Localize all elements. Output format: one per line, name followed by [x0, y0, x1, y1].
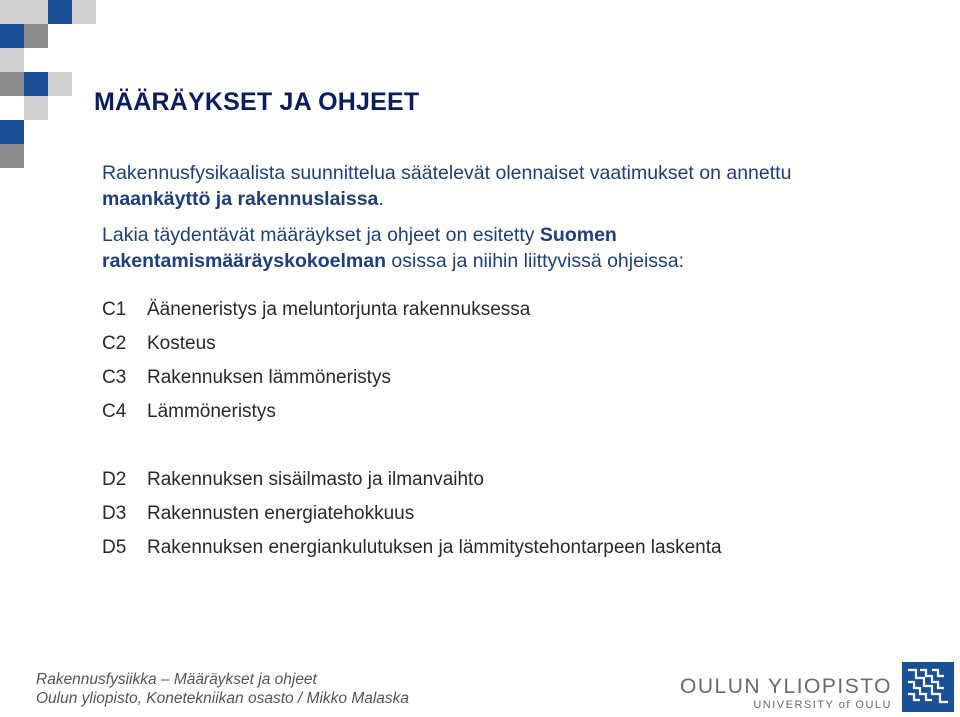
regulation-code: C1 — [102, 299, 127, 320]
slide-title: MÄÄRÄYKSET JA OHJEET — [94, 88, 420, 116]
corner-square — [72, 0, 96, 24]
list-item — [102, 400, 276, 424]
regulations-text-end: osissa ja niihin liittyvissä ohjeissa: — [386, 250, 685, 272]
list-item — [102, 298, 530, 322]
list-item — [102, 536, 722, 560]
intro-text: Rakennusfysikaalista suunnittelua säätelevät olennaiset vaatimukset on annettu — [102, 162, 792, 184]
regulation-label: Rakennuksen lämmöneristys — [147, 367, 391, 388]
list-item — [102, 502, 414, 526]
regulation-code: C3 — [102, 367, 127, 388]
corner-square — [0, 48, 24, 72]
regulation-label: Rakennuksen energiankulutuksen ja lämmitystehontarpeen laskenta — [147, 537, 722, 558]
university-logo-icon — [902, 662, 954, 712]
corner-square — [48, 0, 72, 24]
regulations-paragraph — [102, 222, 902, 274]
regulation-label: Rakennuksen sisäilmasto ja ilmanvaihto — [147, 469, 484, 490]
intro-law-name: maankäyttö ja rakennuslaissa — [102, 188, 379, 210]
corner-square — [0, 24, 24, 48]
intro-paragraph — [102, 160, 902, 212]
regulation-code: D2 — [102, 469, 127, 490]
footer-author: Oulun yliopisto, Konetekniikan osasto / Mikko Malaska — [36, 690, 410, 707]
corner-square — [0, 72, 24, 96]
regulation-label: Kosteus — [147, 333, 216, 354]
regulation-code: D3 — [102, 503, 127, 524]
intro-period: . — [378, 188, 384, 210]
corner-square — [0, 0, 24, 24]
list-item — [102, 468, 484, 492]
university-logo-subtext: UNIVERSITY of OULU — [753, 699, 892, 711]
footer-course-title: Rakennusfysiikka – Määräykset ja ohjeet — [36, 671, 317, 688]
regulation-code: C2 — [102, 333, 127, 354]
university-logo-text: OULUN YLIOPISTO — [680, 675, 892, 698]
regulation-label: Ääneneristys ja meluntorjunta rakennuksessa — [147, 299, 531, 320]
regulations-text: Lakia täydentävät määräykset ja ohjeet on esitetty — [102, 224, 540, 246]
regulations-collection-name: Suomen rakentamismääräyskokoelman — [102, 224, 617, 272]
corner-square — [24, 96, 48, 120]
regulation-label: Rakennusten energiatehokkuus — [147, 503, 415, 524]
regulation-code: C4 — [102, 401, 127, 422]
list-item — [102, 332, 216, 356]
list-item — [102, 366, 391, 390]
corner-square — [0, 144, 24, 168]
regulation-code: D5 — [102, 537, 127, 558]
corner-square — [48, 72, 72, 96]
corner-square — [24, 0, 48, 24]
regulation-label: Lämmöneristys — [147, 401, 276, 422]
corner-square — [0, 120, 24, 144]
corner-square — [24, 24, 48, 48]
corner-square — [24, 72, 48, 96]
